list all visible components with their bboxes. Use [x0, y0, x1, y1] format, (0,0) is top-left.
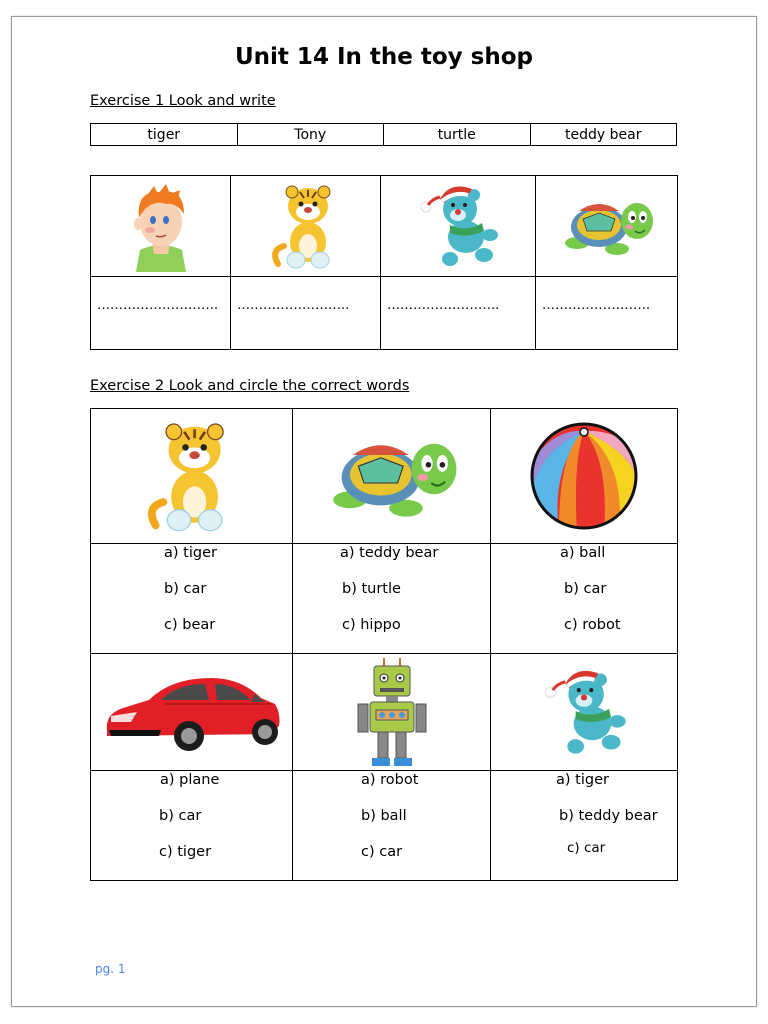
- blank-line: ……………………..: [387, 298, 500, 313]
- turtle-image: [293, 409, 490, 543]
- answer-option[interactable]: c) tiger: [159, 844, 212, 860]
- answer-option[interactable]: b) car: [159, 808, 202, 824]
- robot-image: [293, 654, 490, 770]
- answer-blank[interactable]: [381, 277, 536, 350]
- word-bank-cell: turtle: [384, 124, 531, 146]
- answer-option[interactable]: c) car: [567, 840, 606, 856]
- answer-option[interactable]: a) plane: [160, 772, 220, 788]
- picture-cell: [91, 654, 293, 771]
- answer-option[interactable]: b) car: [564, 581, 607, 597]
- picture-cell: [91, 176, 231, 277]
- answer-option[interactable]: c) robot: [564, 617, 621, 633]
- turtle-image: [536, 176, 677, 276]
- page-number: pg. 1: [95, 962, 126, 976]
- picture-cell: [381, 176, 536, 277]
- answer-blank[interactable]: [536, 277, 678, 350]
- blank-line: …………………….: [542, 298, 651, 313]
- answer-option[interactable]: b) turtle: [342, 581, 401, 597]
- exercise-2-grid: [90, 408, 678, 881]
- word-bank-cell: Tony: [237, 124, 384, 146]
- picture-cell: [91, 409, 293, 544]
- picture-cell: [491, 654, 678, 771]
- answer-option[interactable]: a) teddy bear: [340, 545, 439, 561]
- picture-cell: [293, 409, 491, 544]
- ball-image: [491, 409, 677, 543]
- options-cell: [491, 544, 678, 654]
- options-cell: [91, 771, 293, 881]
- tiger-image: [231, 176, 380, 276]
- teddy-bear-image: [381, 176, 535, 276]
- exercise-2-heading: Exercise 2 Look and circle the correct words: [90, 378, 410, 394]
- blank-line: ……………………..: [237, 298, 350, 313]
- answer-option[interactable]: c) car: [361, 844, 403, 860]
- options-cell: [293, 544, 491, 654]
- tiger-image: [91, 409, 292, 543]
- answer-option[interactable]: a) ball: [560, 545, 606, 561]
- page-title: Unit 14 In the toy shop: [235, 44, 533, 70]
- teddy-bear-image: [491, 654, 677, 770]
- answer-option[interactable]: a) robot: [361, 772, 419, 788]
- blank-line: ……………………….: [97, 298, 219, 313]
- answer-blank[interactable]: [91, 277, 231, 350]
- answer-blank[interactable]: [231, 277, 381, 350]
- picture-cell: [491, 409, 678, 544]
- word-bank-table: [90, 123, 677, 146]
- answer-option[interactable]: a) tiger: [164, 545, 217, 561]
- answer-option[interactable]: a) tiger: [556, 772, 609, 788]
- options-cell: [91, 544, 293, 654]
- answer-option[interactable]: b) ball: [361, 808, 407, 824]
- options-cell: [293, 771, 491, 881]
- picture-cell: [231, 176, 381, 277]
- answer-option[interactable]: c) bear: [164, 617, 216, 633]
- answer-option[interactable]: c) hippo: [342, 617, 401, 633]
- boy-image: [91, 176, 230, 276]
- car-image: [91, 654, 292, 770]
- exercise-1-grid: [90, 175, 678, 350]
- word-bank-cell: tiger: [91, 124, 238, 146]
- picture-cell: [536, 176, 678, 277]
- answer-option[interactable]: b) car: [164, 581, 207, 597]
- options-cell: [491, 771, 678, 881]
- word-bank-cell: teddy bear: [530, 124, 677, 146]
- answer-option[interactable]: b) teddy bear: [559, 808, 658, 824]
- picture-cell: [293, 654, 491, 771]
- exercise-1-heading: Exercise 1 Look and write: [90, 93, 276, 109]
